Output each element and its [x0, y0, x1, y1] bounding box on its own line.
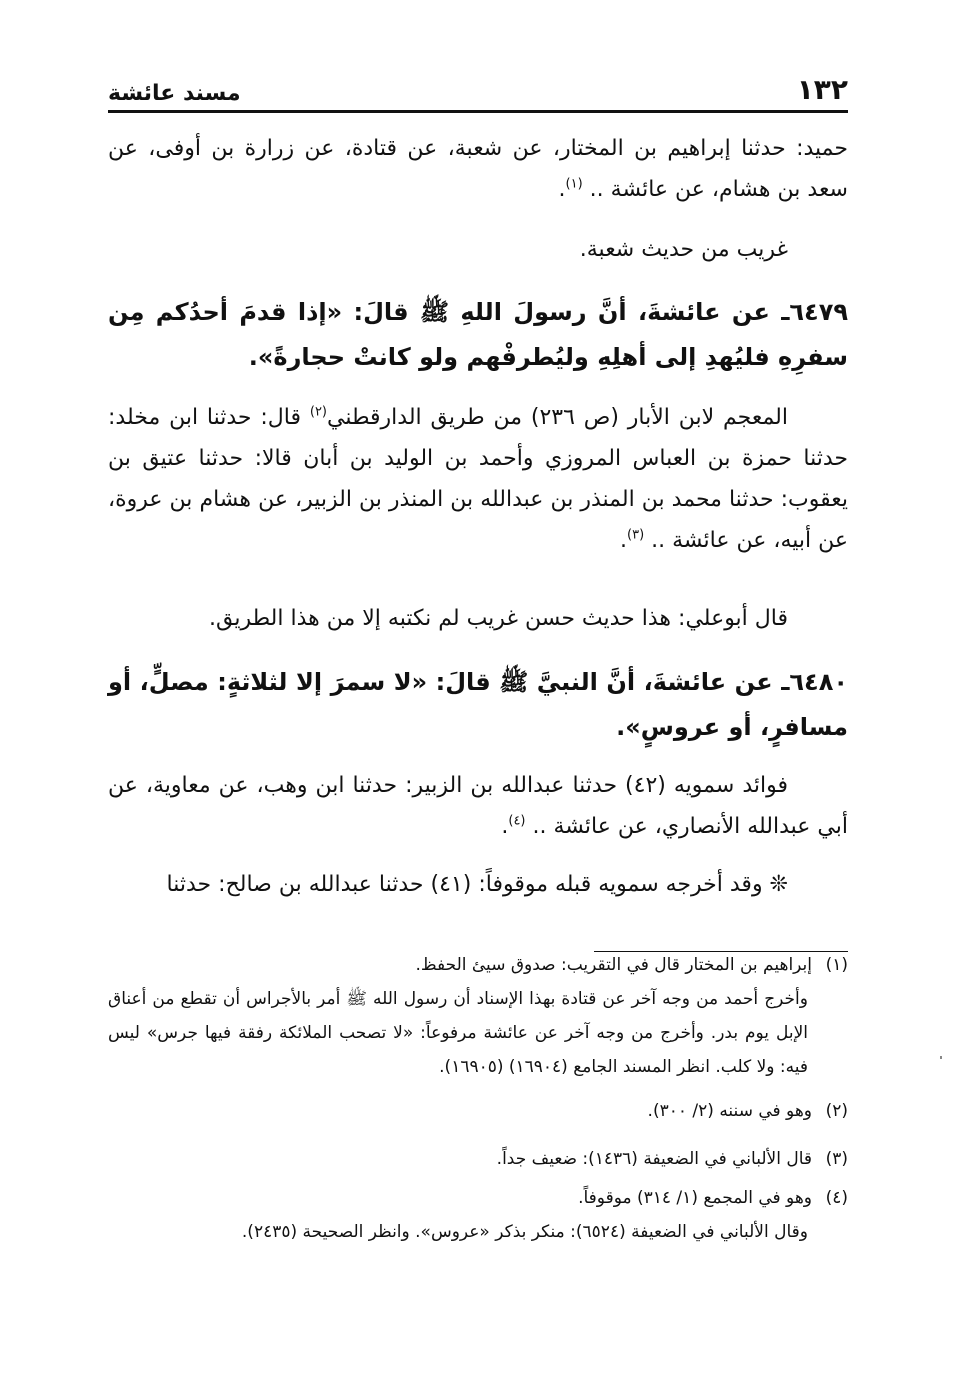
footnote-line: وأخرج أحمد من وجه آخر عن قتادة بهذا الإسناد أن رسول الله ﷺ أمر بالأجراس أن تقطع من أعناق الإبل يوم بدر. وأخرج من وجه آخر عن عائشة مرفوعاً: «لا تصحب الملائكة رفقة فيها جرس» ليس فيه: ولا كلب. انظر المسند الجامع (١٦٩٠٤) (١٦٩٠٥).	[108, 989, 808, 1077]
footnote-1	[108, 948, 848, 1084]
footnote-number: (١)	[825, 955, 848, 975]
footnote-number: (٣)	[825, 1149, 848, 1169]
footnote-ref-3: (٣)	[627, 527, 645, 543]
hadith-6480: ٦٤٨٠ـ عن عائشةَ، أنَّ النبيَّ ﷺ قالَ: «لا سمرَ إلا لثلاثةٍ: مصلٍّ، أو مسافرٍ، أو عروسٍ».	[108, 668, 848, 741]
page-number: ١٣٢	[796, 73, 848, 106]
footnote-2	[108, 1094, 848, 1128]
paragraph-isnad-3: فوائد سمويه (٤٢) حدثنا عبدالله بن الزبير: حدثنا ابن وهب، عن معاوية، عن أبي عبدالله الأنصاري، عن عائشة .. $^{(٤)}$.	[108, 773, 848, 839]
header-rule	[108, 110, 848, 113]
running-title: مسند عائشة	[108, 81, 241, 106]
footnote-line: وهو في المجمع (١/ ٣١٤) موقوفاً.	[578, 1188, 812, 1208]
paragraph-comment-2: قال أبوعلي: هذا حديث حسن غريب لم نكتبه إلا من هذا الطريق.	[209, 606, 788, 631]
paragraph-isnad-2: المعجم لابن الأبار (ص ٢٣٦) من طريق الدارقطني$^{(٢)}$ قال: حدثنا ابن مخلد: حدثنا حمزة بن العباس المروزي وأحمد بن الوليد بن أبان قالا: حدثنا عتيق بن يعقوب: حدثنا محمد بن المنذر بن عبدالله بن المنذر بن الزبير، عن هشام بن عروة، عن أبيه، عن عائشة .. $^{(٣)}$.	[108, 404, 848, 553]
scan-speck	[940, 1056, 942, 1059]
paragraph-isnad-1: حميد: حدثنا إبراهيم بن المختار، عن شعبة، عن قتادة، عن زرارة بن أوفى، عن سعد بن هشام، عن عائشة .. $^{(١)}$.	[108, 136, 848, 202]
page-header	[108, 66, 848, 106]
footnote-4	[108, 1181, 848, 1249]
footnote-number: (٤)	[825, 1188, 848, 1208]
paragraph-isnad-4: ❊ وقد أخرجه سمويه قبله موقوفاً: (٤١) حدثنا عبدالله بن صالح: حدثنا	[166, 872, 788, 897]
footnote-line: إبراهيم بن المختار قال في التقريب: صدوق سيئ الحفظ.	[415, 955, 812, 975]
paragraph-comment-1: غريب من حديث شعبة.	[579, 237, 788, 262]
footnote-ref-1: (١)	[565, 176, 583, 192]
footnote-number: (٢)	[825, 1101, 848, 1121]
footnote-line: قال الألباني في الضعيفة (١٤٣٦): ضعيف جداً.	[496, 1149, 812, 1169]
footnote-ref-4: (٤)	[508, 813, 526, 829]
footnote-3	[108, 1142, 848, 1176]
footnote-line: وهو في سننه (٢/ ٣٠٠).	[647, 1101, 812, 1121]
hadith-6479: ٦٤٧٩ـ عن عائشةَ، أنَّ رسولَ اللهِ ﷺ قالَ: «إذا قدمَ أحدُكم مِن سفرِهِ فليُهدِ إلى أهلِهِ وليُطرفْهم ولو كانتْ حجارةً».	[108, 298, 848, 371]
footnote-ref-2: (٢)	[309, 404, 327, 420]
footnote-line: وقال الألباني في الضعيفة (٦٥٢٤): منكر بذكر «عروس». وانظر الصحيحة (٢٤٣٥).	[241, 1222, 808, 1242]
